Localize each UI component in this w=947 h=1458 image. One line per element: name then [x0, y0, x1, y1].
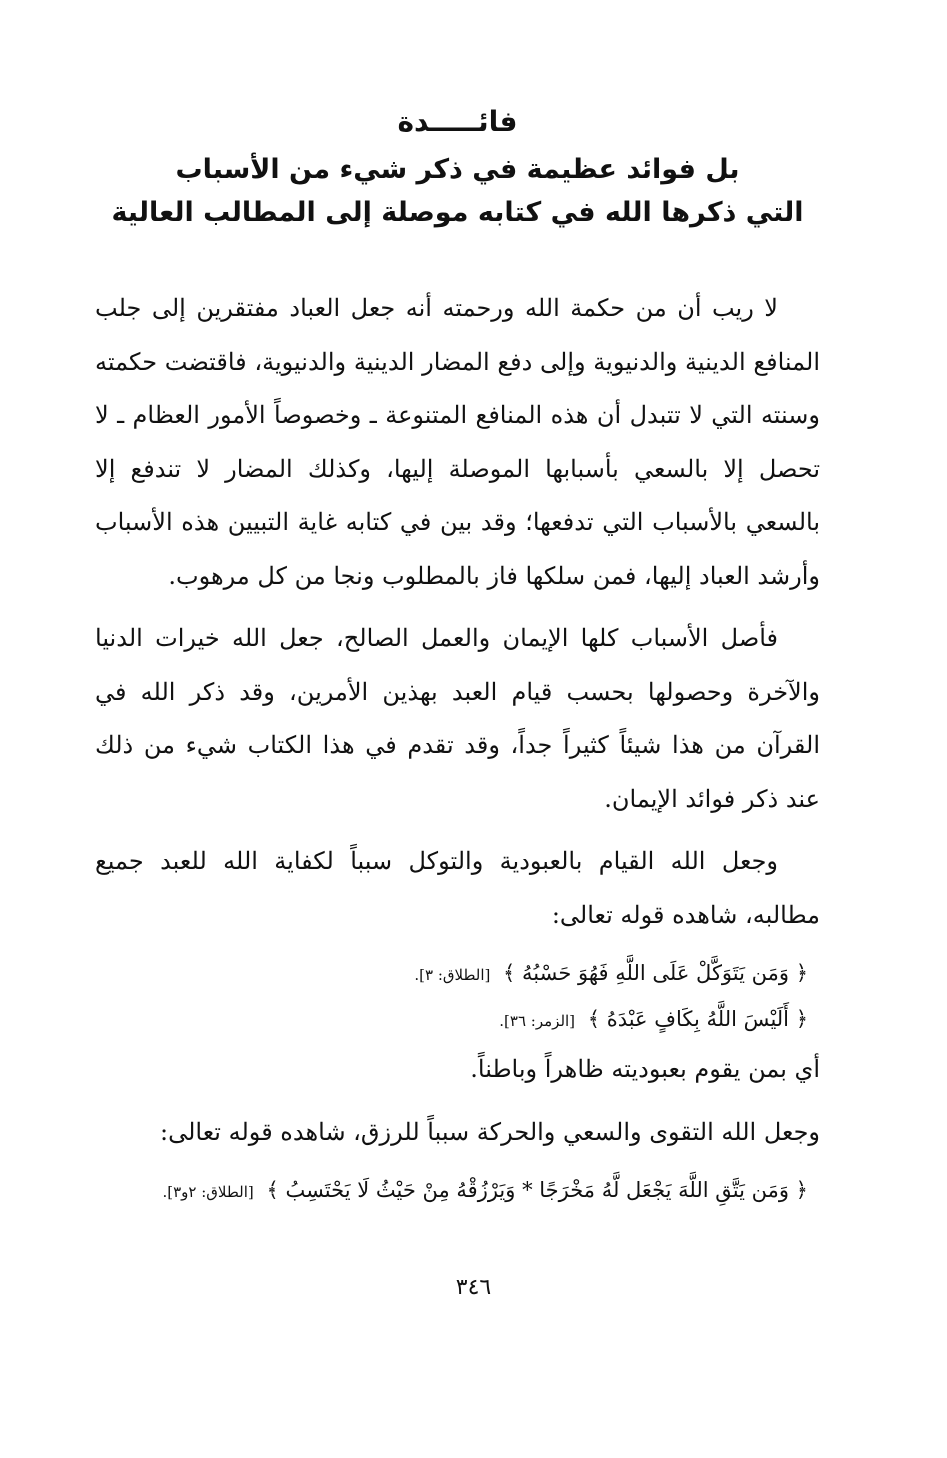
paragraph-1: لا ريب أن من حكمة الله ورحمته أنه جعل العباد مفتقرين إلى جلب المنافع الدينية والدنيوية وإلى دفع المضار الدينية والدنيوية، فاقتضت حكمته وسنته التي لا تتبدل أن هذه المنافع المتنوعة ـ وخصوصاً الأمور العظام ـ لا تحصل إلا بالسعي بأسبابها الموصلة إليها، وكذلك المضار لا تندفع إلا بالسعي بالأسباب التي تدفعها؛ وقد بين في كتابه غاية التبيين هذه الأسباب وأرشد العباد إليها، فمن سلكها فاز بالمطلوب ونجا من كل مرهوب.: [95, 294, 820, 590]
paragraph-4: أي بمن يقوم بعبوديته ظاهراً وباطناً.: [470, 1055, 820, 1083]
verse-1-reference: [الطلاق: ٣].: [414, 966, 491, 984]
verse-2-text: ﴿ أَلَيْسَ اللَّهُ بِكَافٍ عَبْدَهُ ﴾: [587, 1007, 808, 1031]
page-number: ٣٤٦: [455, 1275, 492, 1300]
verse-3-reference: [الطلاق: ٢و٣].: [162, 1183, 254, 1201]
paragraph-2: فأصل الأسباب كلها الإيمان والعمل الصالح، جعل الله خيرات الدنيا والآخرة وحصولها بحسب قيام العبد بهذين الأمرين، وقد ذكر الله في القرآن من هذا شيئاً كثيراً جداً، وقد تقدم في هذا الكتاب شيء من ذلك عند ذكر فوائد الإيمان.: [95, 624, 820, 813]
subtitle-line-1: بل فوائد عظيمة في ذكر شيء من الأسباب: [175, 154, 740, 185]
quran-verse-2: [95, 997, 820, 1043]
page-title: فائـــــدة: [397, 105, 518, 138]
verse-3-text: ﴿ وَمَن يَتَّقِ اللَّهَ يَجْعَل لَّهُ مَخْرَجًا * وَيَرْزُقْهُ مِنْ حَيْثُ لَا يَحْتَسِبُ ﴾: [266, 1178, 808, 1202]
page-subtitle: [95, 148, 820, 234]
quran-verse-3: [95, 1168, 820, 1214]
paragraph-3: وجعل الله القيام بالعبودية والتوكل سبباً لكفاية الله للعبد جميع مطالبه، شاهده قوله تعالى:: [95, 847, 820, 929]
body-text: [95, 282, 820, 1214]
verse-1-text: ﴿ وَمَن يَتَوَكَّلْ عَلَى اللَّهِ فَهُوَ حَسْبُهُ ﴾: [503, 961, 808, 985]
verse-2-reference: [الزمر: ٣٦].: [499, 1012, 576, 1030]
page-content: [95, 100, 820, 1214]
paragraph-5: وجعل الله التقوى والسعي والحركة سبباً للرزق، شاهده قوله تعالى:: [160, 1117, 820, 1146]
subtitle-line-2: التي ذكرها الله في كتابه موصلة إلى المطالب العالية: [111, 197, 804, 228]
quran-verse-1: [95, 951, 820, 997]
